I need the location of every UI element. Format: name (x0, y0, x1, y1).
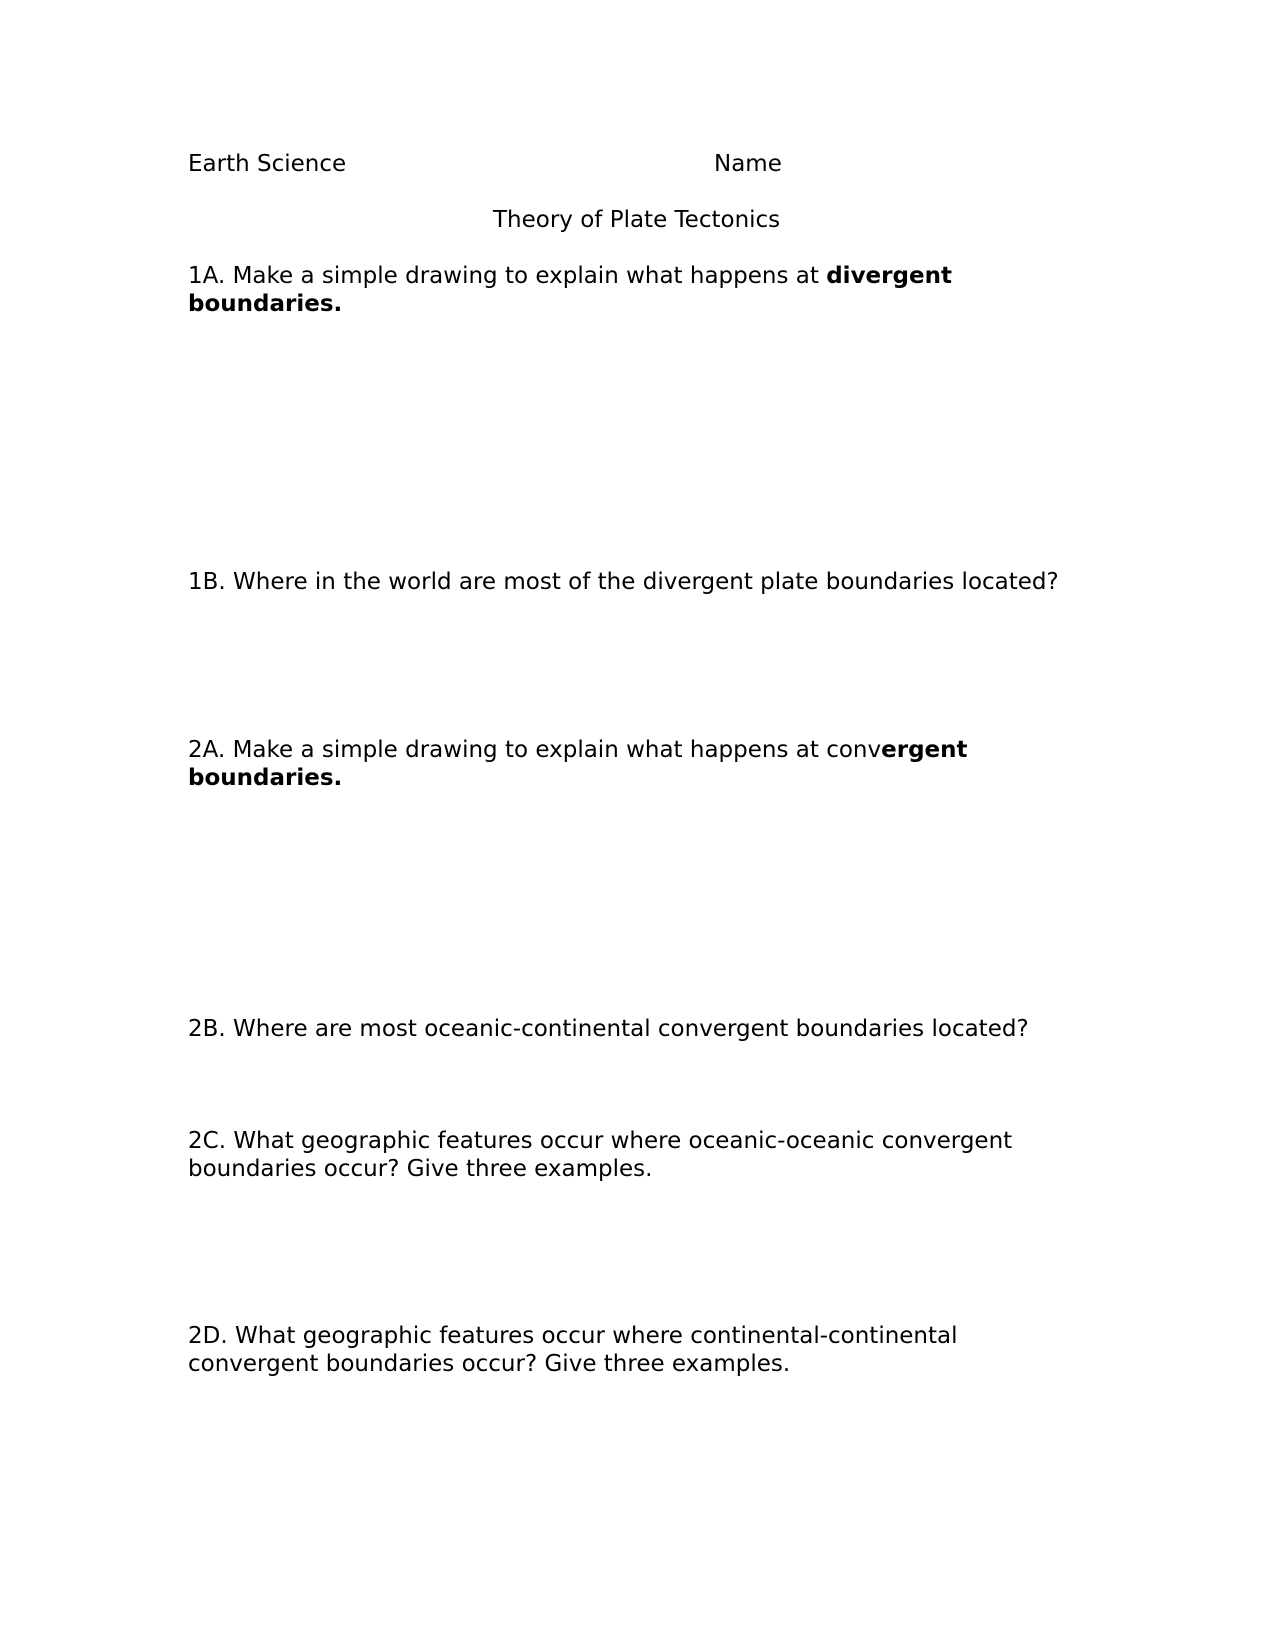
question-2c-line-2: boundaries occur? Give three examples. (188, 1156, 653, 1182)
question-2b-line-1: 2B. Where are most oceanic-continental convergent boundaries located? (188, 1016, 1029, 1042)
course-label: Earth Science (188, 151, 347, 177)
name-label: Name (714, 151, 782, 177)
question-1b-line-1: 1B. Where in the world are most of the divergent plate boundaries located? (188, 569, 1059, 595)
question-2d-line-2: convergent boundaries occur? Give three examples. (188, 1351, 791, 1377)
question-2a-text: 2A. Make a simple drawing to explain what happens at conv (188, 737, 882, 763)
question-2a-bold-term: ergent (881, 737, 968, 763)
question-2a-line-1 (188, 736, 968, 764)
question-2d-line-1: 2D. What geographic features occur where continental-continental (188, 1323, 958, 1349)
question-2c-line-1: 2C. What geographic features occur where oceanic-oceanic convergent (188, 1128, 1013, 1154)
question-1a-line-2: boundaries. (188, 291, 343, 317)
question-2a-line-2: boundaries. (188, 765, 343, 791)
question-1a-bold-term: divergent (826, 263, 952, 289)
question-1a-line-1 (188, 262, 952, 290)
page-title: Theory of Plate Tectonics (493, 207, 781, 233)
question-1a-text: 1A. Make a simple drawing to explain what happens at (188, 263, 827, 289)
